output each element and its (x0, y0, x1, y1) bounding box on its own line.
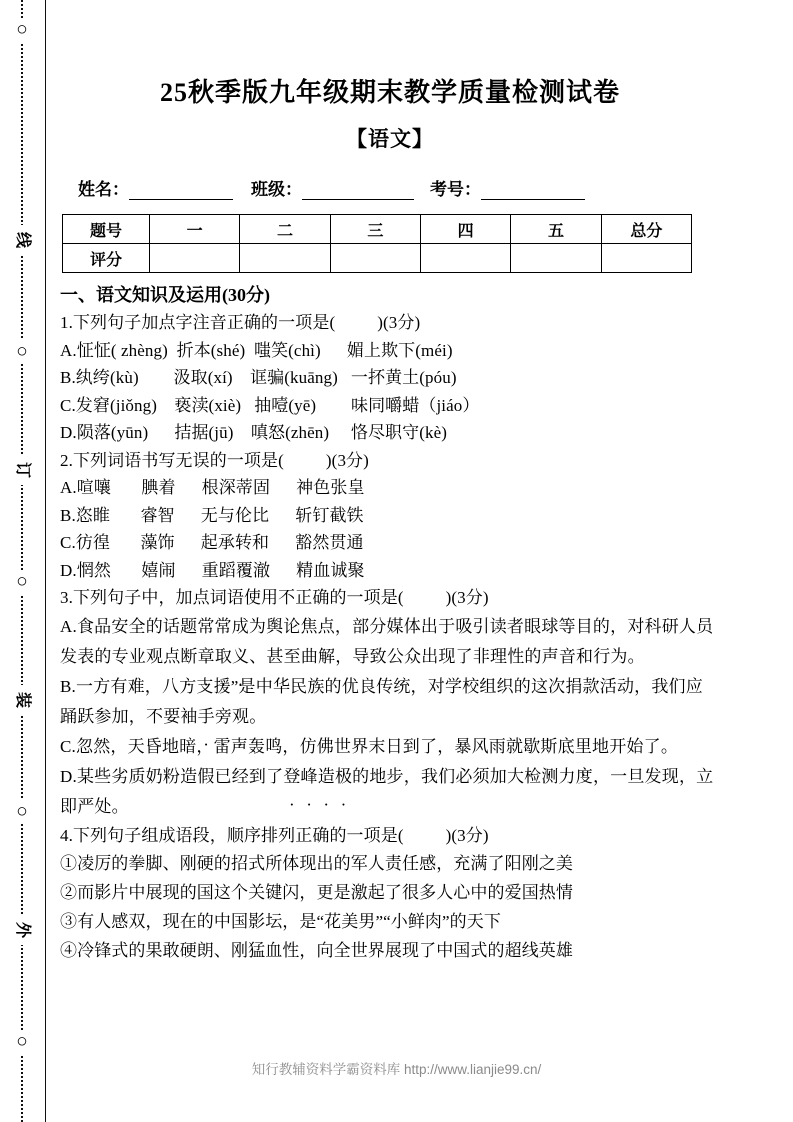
class-input-blank[interactable] (302, 184, 414, 200)
binding-mark-circle-4 (7, 1030, 37, 1054)
score-table-col-4: 四 (420, 215, 510, 244)
score-table-col-1: 一 (150, 215, 240, 244)
question-3-option-d[interactable] (60, 762, 720, 822)
exam-no-field-group (430, 175, 585, 200)
binding-circle-glyph: ○ (16, 801, 28, 822)
class-label: 班级： (251, 180, 302, 199)
binding-mark-circle-0 (7, 18, 37, 42)
score-table-col-3: 三 (330, 215, 420, 244)
binding-mark-circle-3 (7, 800, 37, 824)
question-4-stem-prefix: 4.下列句子组成语段，顺序排列正确的一项是( (60, 825, 404, 845)
name-input-blank[interactable] (129, 184, 233, 200)
question-2-stem-prefix: 2.下列词语书写无误的一项是( (60, 450, 284, 470)
emphasis-dot-char: 极 (334, 766, 353, 786)
question-4-item-4: ④冷锋式的果敢硬朗、刚猛血性，向全世界展现了中国式的超线英雄 (60, 941, 573, 960)
question-4-item-2: ②而影片中展现的国这个关键闪，更是激起了很多人心中的爱国热情 (60, 883, 573, 902)
binding-mark-xian (7, 225, 37, 255)
emphasis-dot-char: 手 (197, 706, 215, 726)
score-table (62, 214, 692, 273)
binding-circle-glyph: ○ (16, 1031, 28, 1052)
binding-char-glyph: 装 (14, 691, 31, 708)
question-3-option-a[interactable] (60, 612, 720, 672)
emphasis-dot-char: 义 (232, 646, 250, 666)
emphasis-dot-char: 断 (180, 646, 198, 666)
binding-dotted-line (21, 0, 23, 1122)
question-3-stem (60, 584, 720, 612)
question-2-option-a[interactable]: A.喧嚷 腆着 根深蒂固 神色张皇 (60, 478, 365, 497)
question-3-option-d-label: D. (60, 766, 77, 786)
score-cell-3[interactable] (330, 244, 420, 273)
binding-circle-glyph: ○ (16, 341, 28, 362)
binding-margin (0, 0, 48, 1122)
question-2-option-b[interactable]: B.恣睢 睿智 无与伦比 斩钉截铁 (60, 505, 364, 525)
question-3-option-d-emphasis (283, 767, 352, 786)
name-field-group (78, 175, 251, 200)
emphasis-dot-char: 歇 (523, 736, 541, 756)
question-3-option-a-label: A. (60, 616, 77, 636)
binding-circle-glyph: ○ (16, 571, 28, 592)
binding-solid-rule (45, 0, 46, 1122)
emphasis-dot-char: 观 (232, 706, 250, 726)
question-4-stem-suffix: )(3分) (445, 825, 489, 845)
question-1-option-b[interactable]: B.纨绔(kù) 汲取(xí) 诓骗(kuāng) 一抔黄土(póu) (60, 368, 457, 387)
score-cell-1[interactable] (150, 244, 240, 273)
question-2-option-d[interactable]: D.惘然 嬉闹 重蹈覆澈 精血诚聚 (60, 560, 365, 580)
binding-char-glyph: 线 (14, 231, 31, 248)
emphasis-dot-char: 章 (197, 646, 215, 666)
emphasis-dot-char: 斯 (540, 736, 558, 756)
score-cell-5[interactable] (511, 244, 601, 273)
binding-mark-ding (7, 455, 37, 485)
binding-char-glyph: 外 (14, 921, 31, 938)
question-3-option-c-after: 地开始了。 (592, 736, 679, 756)
binding-mark-circle-2 (7, 570, 37, 594)
question-3-option-d-after: 的地步，我们必须加大检测力度，一旦发现，立即严处。 (60, 766, 714, 816)
question-3-option-a-emphasis (180, 647, 249, 666)
question-3-option-d-before: 某些劣质奶粉造假已经到了 (76, 766, 284, 786)
question-3-stem-prefix: 3.下列句子中，加点词语使用不正确的一项是( (60, 588, 404, 607)
question-3-option-c-emphasis (523, 737, 592, 756)
question-1-stem (60, 309, 720, 337)
identity-row (60, 153, 720, 200)
emphasis-dot-char: 取 (214, 646, 233, 666)
emphasis-dot-char: 造 (317, 766, 335, 786)
binding-mark-zhuang (7, 685, 37, 715)
binding-circle-glyph: ○ (16, 19, 28, 40)
question-2-stem (60, 447, 720, 475)
question-1-stem-prefix: 1.下列句子加点字注音正确的一项是( (60, 313, 336, 332)
class-field-group (251, 175, 430, 200)
table-row-scores (63, 244, 692, 273)
name-label: 姓名： (78, 180, 129, 199)
binding-mark-wai (7, 915, 37, 945)
question-3-option-b-label: B. (60, 676, 76, 696)
question-2-option-c[interactable]: C.彷徨 藻饰 起承转和 豁然贯通 (60, 533, 364, 552)
question-1-option-d[interactable]: D.陨落(yūn) 拮据(jū) 嗔怒(zhēn) 恪尽职守(kè) (60, 423, 448, 442)
score-cell-2[interactable] (240, 244, 330, 273)
question-3-option-b[interactable] (60, 672, 720, 732)
binding-char-glyph: 订 (14, 461, 31, 478)
emphasis-dot-char: 旁 (214, 706, 233, 726)
question-4-item-1: ①凌厉的拳脚、刚硬的招式所体现出的军人责任感，充满了阳刚之美 (60, 854, 573, 873)
emphasis-dot-char: 里 (574, 736, 593, 756)
emphasis-dot-char: 登 (283, 766, 301, 786)
exam-no-input-blank[interactable] (481, 184, 585, 200)
question-4-stem (60, 822, 720, 850)
exam-no-label: 考号： (430, 180, 481, 199)
question-3-option-a-after: 、甚至曲解，导致公众出现了非理性的声音和行为。 (249, 646, 645, 666)
score-table-col-5: 五 (511, 215, 601, 244)
page-title: 25秋季版九年级期末教学质量检测试卷 (159, 78, 620, 107)
score-table-col-total: 总分 (601, 215, 691, 244)
score-cell-4[interactable] (420, 244, 510, 273)
score-table-row-header-question: 题号 (63, 215, 150, 244)
score-cell-total[interactable] (601, 244, 691, 273)
question-3-option-b-before: 一方有难，八方支援”是中华民族的优良传统，对学校组织的这次捐款活动，我们应踊跃参加，不要 (60, 676, 703, 726)
section-heading-1: 一、语文知识及运用(30分) (60, 285, 270, 305)
table-row-question-numbers (63, 215, 692, 244)
emphasis-dot-char: 袖 (180, 706, 198, 726)
question-3-option-a-before: 食品安全的话题常常成为舆论焦点，部分媒体出于吸引读者眼球等目的，对科研人员发表的专业观点 (60, 616, 714, 666)
question-3-option-c-label: C. (60, 736, 76, 756)
question-1-option-a[interactable]: A.怔怔( zhèng) 折本(shé) 嗤笑(chì) 媚上欺下(méi) (60, 340, 453, 360)
question-3-option-b-emphasis (180, 707, 249, 726)
score-table-col-2: 二 (240, 215, 330, 244)
footer-watermark: 知行教辅资料学霸资料库 http://www.lianjie99.cn/ (251, 1062, 542, 1077)
subject-title: 【语文】 (346, 127, 434, 151)
paper-content (60, 0, 720, 965)
question-1-stem-suffix: )(3分) (377, 313, 421, 332)
emphasis-dot-char: 底 (557, 736, 575, 756)
question-1-option-c[interactable]: C.发窘(jiǒng) 亵渎(xiè) 抽噎(yē) 味同嚼蜡（jiáo） (60, 395, 480, 415)
score-table-row-header-score: 评分 (63, 244, 150, 273)
question-3-stem-suffix: )(3分) (445, 588, 489, 607)
question-3-option-c[interactable] (60, 732, 720, 762)
question-2-stem-suffix: )(3分) (325, 450, 369, 470)
question-3-option-b-after: 。 (249, 706, 267, 726)
question-3-option-c-before: 忽然，天昏地暗，雷声轰鸣，仿佛世界末日到了，暴风雨就 (76, 736, 524, 756)
binding-mark-circle-1 (7, 340, 37, 364)
question-4-item-3: ③有人感双，现在的中国影坛，是“花美男”“小鲜肉”的天下 (60, 912, 501, 931)
emphasis-dot-char: 峰 (300, 766, 318, 786)
